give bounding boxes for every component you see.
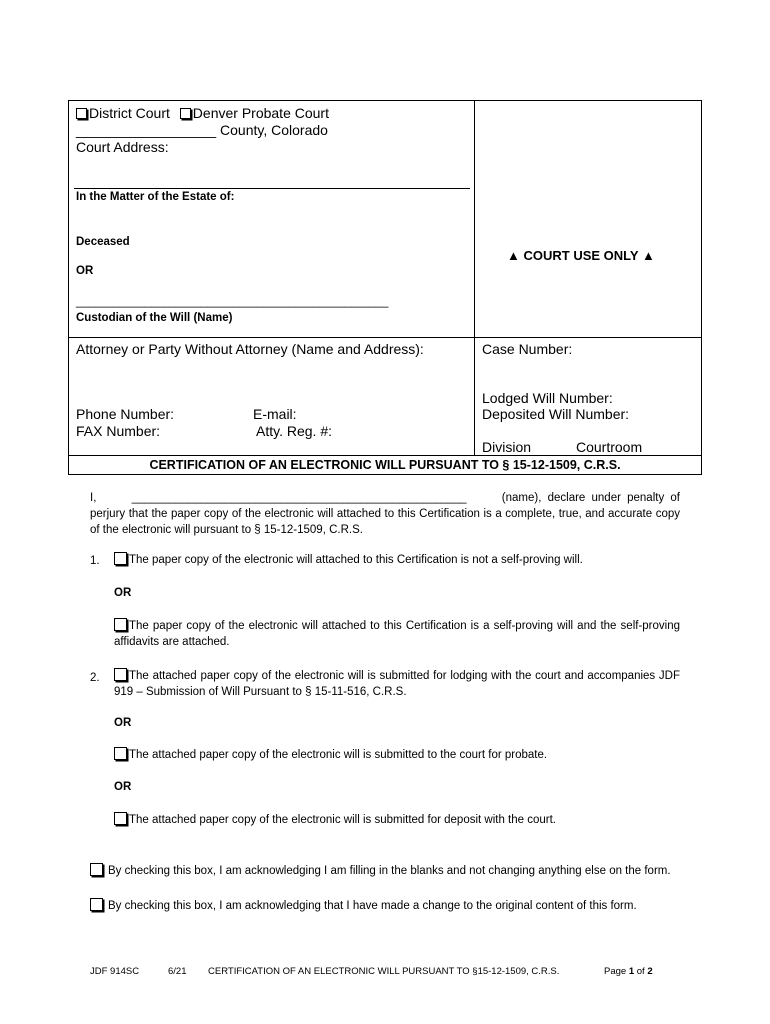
denver-probate-checkbox[interactable] — [180, 108, 191, 119]
declaration-paragraph — [90, 490, 680, 538]
item-2a — [114, 668, 680, 700]
item-2a-checkbox[interactable] — [114, 668, 127, 681]
footer-page: Page 1 of 2 — [604, 966, 653, 977]
fax-label: FAX Number: — [76, 423, 161, 439]
ack-2-checkbox[interactable] — [90, 898, 103, 911]
document-title: CERTIFICATION OF AN ELECTRONIC WILL PURSUANT TO § 15-12-1509, C.R.S. — [149, 458, 621, 472]
item-2a-text: The attached paper copy of the electronic will is submitted for lodging with the court and accompanies JDF 919 – Submission of Will Pursuant to § 15-11-516, C.R.S. — [114, 670, 680, 698]
declarant-name-blank[interactable]: ______________________________________________________ — [131, 492, 467, 504]
item-2c-checkbox[interactable] — [114, 812, 127, 825]
item-2b — [114, 747, 680, 763]
or-label-caption: OR — [76, 265, 94, 277]
custodian-label: Custodian of the Will (Name) — [76, 312, 233, 324]
item-2b-checkbox[interactable] — [114, 747, 127, 760]
deposited-will-label: Deposited Will Number: — [482, 406, 630, 422]
ack-1-checkbox[interactable] — [90, 863, 103, 876]
item-2c-text: The attached paper copy of the electronic will is submitted for deposit with the court. — [129, 814, 556, 826]
court-address-label: Court Address: — [76, 139, 169, 155]
item-1a-checkbox[interactable] — [114, 552, 127, 565]
denver-probate-label: Denver Probate Court — [192, 105, 329, 121]
declaration-i: I, — [90, 492, 97, 504]
footer-title: CERTIFICATION OF AN ELECTRONIC WILL PURSUANT TO §15-12-1509, C.R.S. — [208, 966, 560, 977]
item-1b-checkbox[interactable] — [114, 618, 127, 631]
declaration-penalty: (name), declare under penalty of — [501, 492, 680, 504]
ack-2-text: By checking this box, I am acknowledging that I have made a change to the original content of this form. — [108, 900, 637, 912]
item-2b-text: The attached paper copy of the electronic will is submitted to the court for probate. — [129, 749, 548, 761]
acknowledgement-2 — [90, 898, 682, 914]
item-2-or-1: OR — [114, 717, 132, 729]
deceased-label: Deceased — [76, 236, 130, 248]
case-number-label: Case Number: — [482, 341, 573, 357]
footer-page-number: 1 — [628, 966, 635, 977]
item-1a-text: The paper copy of the electronic will attached to this Certification is not a self-proving will. — [129, 554, 583, 566]
footer-date: 6/21 — [168, 966, 187, 977]
item-2-or-2: OR — [114, 781, 132, 793]
caption-middle-divider — [474, 100, 475, 455]
footer-page-total: 2 — [647, 966, 653, 977]
court-use-only-label — [507, 248, 655, 263]
court-address-underline — [74, 188, 470, 189]
caption-top-border — [68, 100, 702, 101]
title-bottom-border — [68, 474, 702, 475]
caption-row-divider — [68, 337, 702, 338]
item-1b-text: The paper copy of the electronic will attached to this Certification is a self-proving will and the self-proving affidavits are attached. — [114, 620, 680, 648]
courtroom-label: Courtroom — [576, 439, 643, 455]
acknowledgement-1 — [90, 863, 682, 879]
phone-label: Phone Number: — [76, 406, 175, 422]
lodged-will-label: Lodged Will Number: — [482, 390, 613, 406]
court-options-row — [76, 105, 329, 121]
court-use-only-text: COURT USE ONLY — [523, 248, 639, 263]
division-label: Division — [482, 439, 532, 455]
district-court-label: District Court — [89, 105, 170, 121]
triangle-up-icon: ▲ — [641, 248, 655, 263]
custodian-line[interactable]: __________________________________________________ — [76, 296, 389, 308]
declaration-rest: perjury that the paper copy of the electronic will attached to this Certification is a complete, true, and accurate copy of the electronic will pursuant to § 15-12-1509, C.R.S. — [90, 508, 680, 536]
footer-form-id: JDF 914SC — [90, 966, 140, 977]
title-top-border — [68, 455, 702, 456]
district-court-checkbox[interactable] — [76, 108, 87, 119]
item-1b — [114, 618, 680, 650]
item-1-or: OR — [114, 587, 132, 599]
atty-reg-label: Atty. Reg. #: — [256, 423, 332, 439]
footer — [90, 966, 690, 977]
matter-label: In the Matter of the Estate of: — [76, 191, 235, 203]
caption-left-border — [68, 100, 69, 474]
caption-right-border — [701, 100, 702, 474]
ack-1-text: By checking this box, I am acknowledging I am filling in the blanks and not changing anything else on the form. — [108, 865, 671, 877]
email-label: E-mail: — [253, 406, 297, 422]
triangle-up-icon: ▲ — [507, 248, 520, 263]
item-1a — [114, 552, 680, 568]
item-2c — [114, 812, 680, 828]
item-2-number: 2. — [90, 672, 100, 684]
item-1-number: 1. — [90, 555, 100, 567]
county-line[interactable]: __________________ County, Colorado — [76, 122, 328, 138]
attorney-label: Attorney or Party Without Attorney (Name and Address): — [76, 341, 424, 357]
